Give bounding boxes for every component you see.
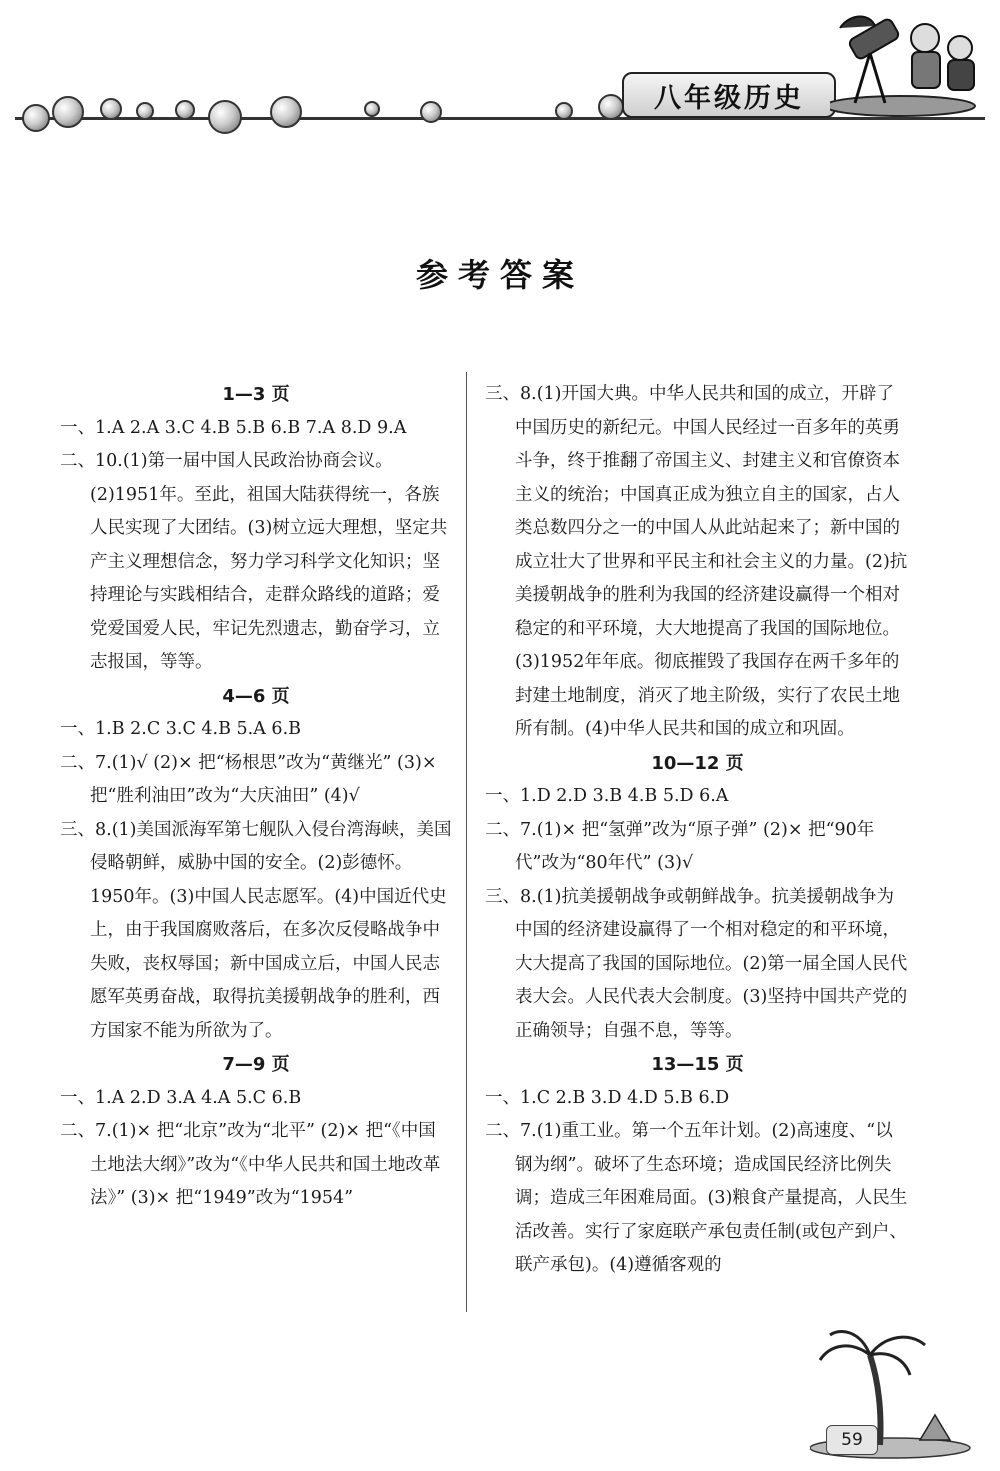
- answer-line: 一、1.B 2.C 3.C 4.B 5.A 6.B: [60, 719, 301, 739]
- page-header: [0, 0, 1000, 150]
- answer-line: 三、8.(1)抗美援朝战争或朝鲜战争。抗美援朝战争为中国的经济建设赢得了一个相对稳定的和平环境，大大提高了我国的国际地位。(2)第一届全国人民代表大会。人民代表大会制度。(3)坚持中国共产党的正确领导；自强不息，等等。: [485, 886, 908, 1041]
- bead-ornament: [208, 100, 242, 134]
- answer-line: 二、7.(1)× 把“北京”改为“北平” (2)× 把“《中国土地法大纲》”改为“《中华人民共和国土地改革法》” (3)× 把“1949”改为“1954”: [60, 1121, 441, 1208]
- bead-ornament: [52, 96, 84, 128]
- column-divider: [466, 372, 467, 1312]
- answer-line: 一、1.C 2.B 3.D 4.D 5.B 6.D: [485, 1087, 730, 1108]
- answer-line: 一、1.A 2.D 3.A 4.A 5.C 6.B: [60, 1087, 302, 1108]
- subject-label: 八年级历史: [654, 82, 804, 114]
- left-column: [60, 378, 452, 1216]
- answer-line: 二、7.(1)× 把“氢弹”改为“原子弹” (2)× 把“90年代”改为“80年代” (3)√: [485, 819, 875, 873]
- section-heading: 4—6 页: [222, 685, 290, 707]
- section-heading: 10—12 页: [651, 752, 744, 774]
- right-column: [485, 378, 910, 1283]
- bead-ornament: [555, 102, 573, 120]
- section-heading: 7—9 页: [222, 1054, 290, 1075]
- answer-line: 一、1.D 2.D 3.B 4.B 5.D 6.A: [485, 786, 729, 806]
- bead-ornament: [175, 100, 195, 120]
- bead-ornament: [136, 102, 154, 120]
- bead-ornament: [364, 101, 380, 117]
- subject-banner: [622, 72, 836, 118]
- children-telescope-illustration: [830, 8, 990, 118]
- bead-ornament: [100, 98, 122, 120]
- answer-line: 三、8.(1)美国派海军第七舰队入侵台湾海峡，美国侵略朝鲜，威胁中国的安全。(2)彭德怀。1950年。(3)中国人民志愿军。(4)中国近代史上，由于我国腐败落后，在多次反侵略战争中失败，丧权辱国；新中国成立后，中国人民志愿军英勇奋战，取得抗美援朝战争的胜利，西方国家不能为所欲为了。: [60, 819, 452, 1041]
- answer-line: 二、7.(1)√ (2)× 把“杨根思”改为“黄继光” (3)× 把“胜利油田”改为“大庆油田” (4)√: [60, 752, 437, 806]
- section-heading: 13—15 页: [651, 1054, 744, 1075]
- bead-ornament: [270, 96, 302, 128]
- section-heading: 1—3 页: [222, 384, 290, 405]
- bead-ornament: [598, 94, 624, 120]
- answer-line: 二、10.(1)第一届中国人民政治协商会议。(2)1951年。至此，祖国大陆获得统一，各族人民实现了大团结。(3)树立远大理想，坚定共产主义理想信念，努力学习科学文化知识；坚持理论与实践相结合，走群众路线的道路；爱党爱国爱人民，牢记先烈遗志，勤奋学习，立志报国，等等。: [60, 451, 448, 672]
- page-number: 59: [826, 1425, 878, 1455]
- page-title: 参考答案: [415, 256, 584, 294]
- answer-line: 二、7.(1)重工业。第一个五年计划。(2)高速度、“以钢为纲”。破坏了生态环境；造成国民经济比例失调；造成三年困难局面。(3)粮食产量提高，人民生活改善。实行了家庭联产承包责任制(或包产到户、联产承包)。(4)遵循客观的: [485, 1121, 908, 1275]
- bead-ornament: [420, 101, 442, 123]
- answer-line: 三、8.(1)开国大典。中华人民共和国的成立，开辟了中国历史的新纪元。中国人民经过一百多年的英勇斗争，终于推翻了帝国主义、封建主义和官僚资本主义的统治；中国真正成为独立自主的国家，占人类总数四分之一的中国人从此站起来了；新中国的成立壮大了世界和平民主和社会主义的力量。(2)抗美援朝战争的胜利为我国的经济建设赢得一个相对稳定的和平环境，大大地提高了我国的国际地位。(3)1952年年底。彻底摧毁了我国存在两千多年的封建土地制度，消灭了地主阶级，实行了农民土地所有制。(4)中华人民共和国的成立和巩固。: [485, 384, 908, 739]
- bead-ornament: [22, 104, 50, 132]
- answer-line: 一、1.A 2.A 3.C 4.B 5.B 6.B 7.A 8.D 9.A: [60, 417, 407, 438]
